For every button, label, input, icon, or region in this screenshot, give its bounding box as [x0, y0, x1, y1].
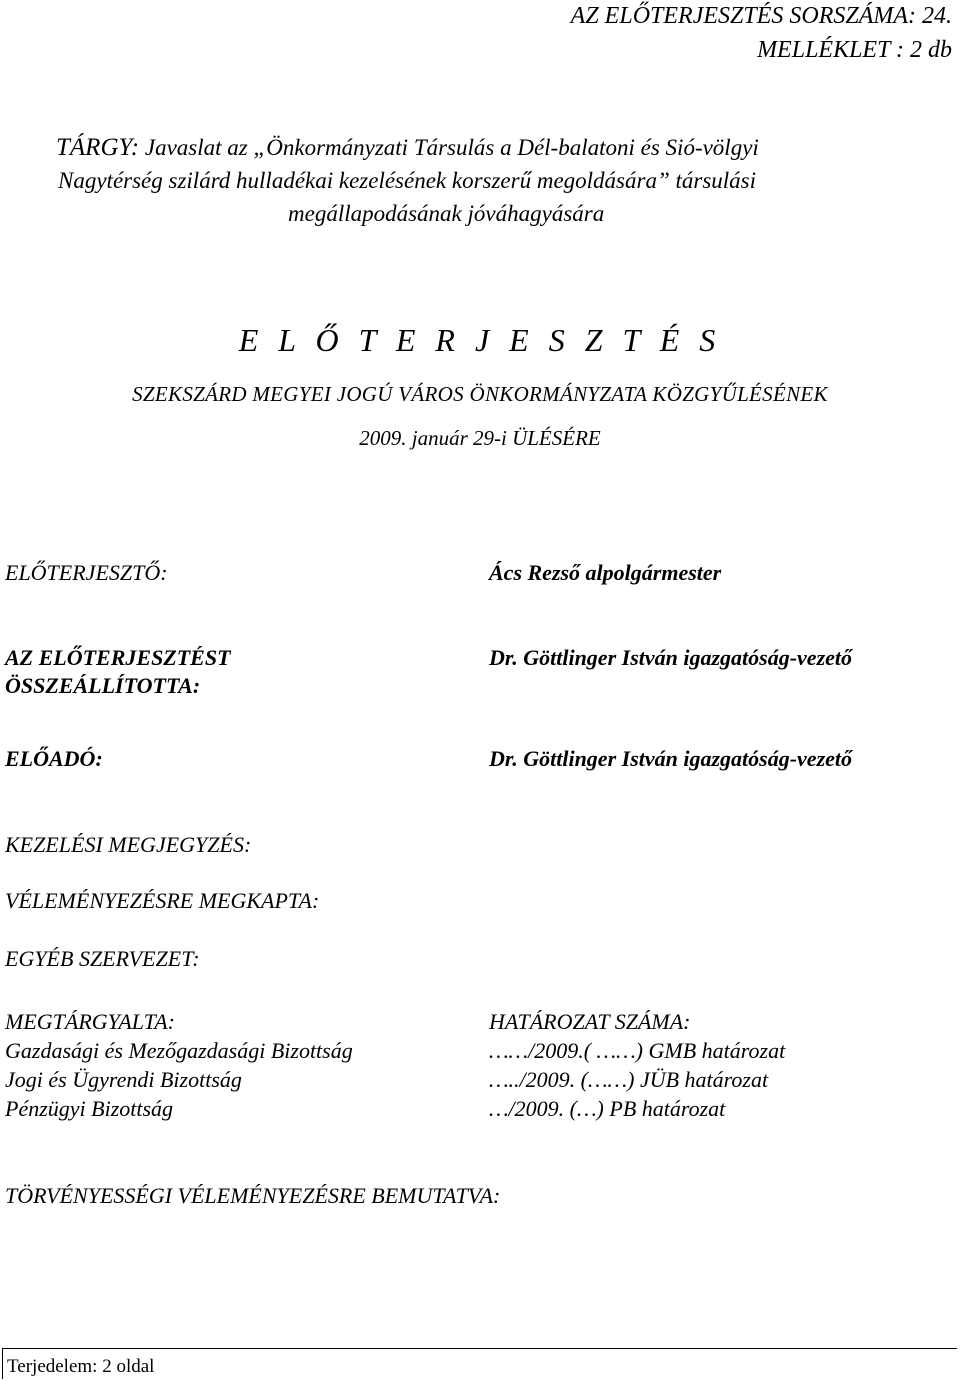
resolution-2: …../2009. (……) JÜB határozat — [489, 1067, 769, 1092]
handling-note: KEZELÉSI MEGJEGYZÉS: — [5, 832, 252, 857]
subject-label: TÁRGY: — [56, 134, 140, 161]
assembly-name: SZEKSZÁRD MEGYEI JOGÚ VÁROS ÖNKORMÁNYZATA KÖZGYŰLÉSÉNEK — [132, 382, 828, 406]
committee-3: Pénzügyi Bizottság — [5, 1096, 174, 1121]
attachment-count: MELLÉKLET : 2 db — [757, 37, 952, 63]
legal-review: TÖRVÉNYESSÉGI VÉLEMÉNYEZÉSRE BEMUTATVA: — [5, 1183, 501, 1208]
compiler-label-2: ÖSSZEÁLLÍTOTTA: — [5, 673, 201, 698]
subject-text-1: Javaslat az „Önkormányzati Társulás a Dél-balatoni és Sió-völgyi — [144, 135, 759, 160]
opinion-received: VÉLEMÉNYEZÉSRE MEGKAPTA: — [5, 888, 320, 913]
discussed-header: MEGTÁRGYALTA: — [5, 1009, 175, 1034]
compiler-value: Dr. Göttlinger István igazgatóság-vezető — [489, 645, 853, 670]
resolution-header: HATÁROZAT SZÁMA: — [489, 1009, 691, 1034]
document-title: E L Ő T E R J E S Z T É S — [238, 322, 722, 358]
speaker-label: ELŐADÓ: — [5, 746, 103, 771]
resolution-3: …/2009. (…) PB határozat — [489, 1096, 726, 1121]
presenter-label: ELŐTERJESZTŐ: — [5, 560, 168, 585]
speaker-value: Dr. Göttlinger István igazgatóság-vezető — [489, 746, 853, 771]
proposal-number: AZ ELŐTERJESZTÉS SORSZÁMA: 24. — [570, 3, 952, 29]
page-count: Terjedelem: 2 oldal — [7, 1356, 155, 1377]
subject-line-3: megállapodásának jóváhagyására — [288, 201, 605, 226]
committee-1: Gazdasági és Mezőgazdasági Bizottság — [5, 1038, 353, 1063]
other-organization: EGYÉB SZERVEZET: — [5, 946, 200, 971]
resolution-1: ……/2009.( ……) GMB határozat — [489, 1038, 786, 1063]
page-count-box — [2, 1348, 957, 1379]
session-date: 2009. január 29-i ÜLÉSÉRE — [359, 426, 601, 450]
subject-line-1 — [56, 134, 759, 162]
committee-2: Jogi és Ügyrendi Bizottság — [5, 1067, 242, 1092]
subject-line-2: Nagytérség szilárd hulladékai kezelésének korszerű megoldására” társulási — [58, 168, 757, 193]
compiler-label-1: AZ ELŐTERJESZTÉST — [5, 645, 231, 670]
presenter-value: Ács Rezső alpolgármester — [489, 560, 722, 585]
